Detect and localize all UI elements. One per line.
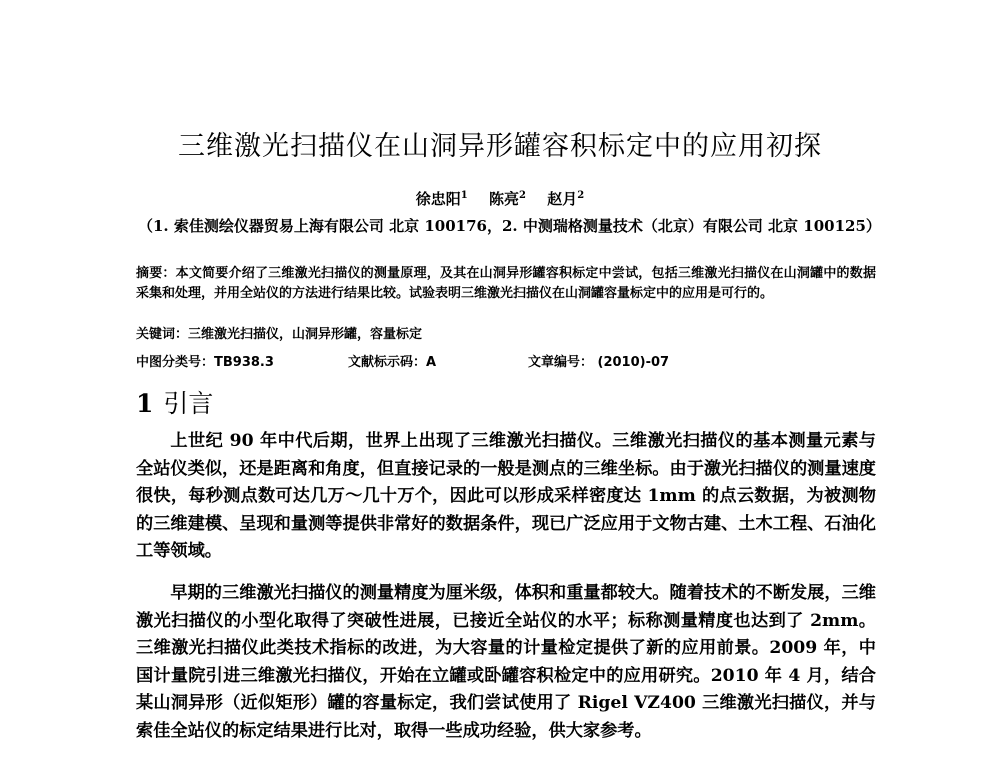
author-2	[489, 190, 526, 208]
section-number: 1	[136, 389, 154, 418]
author-1-affil-mark: 1	[460, 190, 468, 201]
body-paragraph-1: 上世纪 90 年中代后期，世界上出现了三维激光扫描仪。三维激光扫描仪的基本测量元素与全站仪类似，还是距离和角度，但直接记录的一般是测点的三维坐标。由于激光扫描仪的测量速度很快，每秒测点数可达几万～几十万个，因此可以形成采样密度达 1mm 的点云数据，为被测物的三维建模、呈现和量测等提供非常好的数据条件，现已广泛应用于文物古建、土木工程、石油化工等领域。	[136, 431, 876, 561]
author-3-name: 赵月	[547, 190, 578, 208]
section-heading	[136, 384, 213, 420]
author-2-name: 陈亮	[489, 190, 520, 208]
author-1	[416, 190, 468, 208]
section-title: 引言	[163, 389, 214, 418]
body-paragraph-2: 早期的三维激光扫描仪的测量精度为厘米级，体积和重量都较大。随着技术的不断发展，三维激光扫描仪的小型化取得了突破性进展，已接近全站仪的水平；标称测量精度也达到了 2mm。三维激光扫描仪此类技术指标的改进，为大容量的计量检定提供了新的应用前景。2009 年，中国计量院引进三维激光扫描仪，开始在立罐或卧罐容积检定中的应用研究。2010 年 4 月，结合某山洞异形（近似矩形）罐的容量标定，我们尝试使用了 Rigel VZ400 三维激光扫描仪，并与索佳全站仪的标定结果进行比对，取得一些成功经验，供大家参考。	[136, 583, 876, 741]
keywords: 关键词：三维激光扫描仪，山洞异形罐，容量标定	[136, 327, 423, 342]
abstract: 摘要：本文简要介绍了三维激光扫描仪的测量原理，及其在山洞异形罐容积标定中尝试，包括三维激光扫描仪在山洞罐中的数据采集和处理，并用全站仪的方法进行结果比较。试验表明三维激光扫描仪在山洞罐容量标定中的应用是可行的。	[136, 266, 876, 301]
author-1-name: 徐忠阳	[415, 190, 461, 208]
author-3-affil-mark: 2	[577, 190, 585, 201]
classification-line	[136, 353, 876, 373]
author-list	[0, 188, 1000, 209]
author-2-affil-mark: 2	[519, 190, 526, 201]
affiliations: （1. 索佳测绘仪器贸易上海有限公司 北京 100176，2. 中测瑞格测量技术（北京）有限公司 北京 100125）	[138, 217, 881, 235]
document-code: 文献标示码：A	[348, 355, 437, 370]
paper-title: 三维激光扫描仪在山洞异形罐容积标定中的应用初探	[178, 131, 822, 162]
author-3	[547, 190, 584, 208]
article-number: 文章编号： (2010)-07	[528, 355, 670, 370]
classification-number: 中图分类号：TB938.3	[136, 355, 274, 370]
